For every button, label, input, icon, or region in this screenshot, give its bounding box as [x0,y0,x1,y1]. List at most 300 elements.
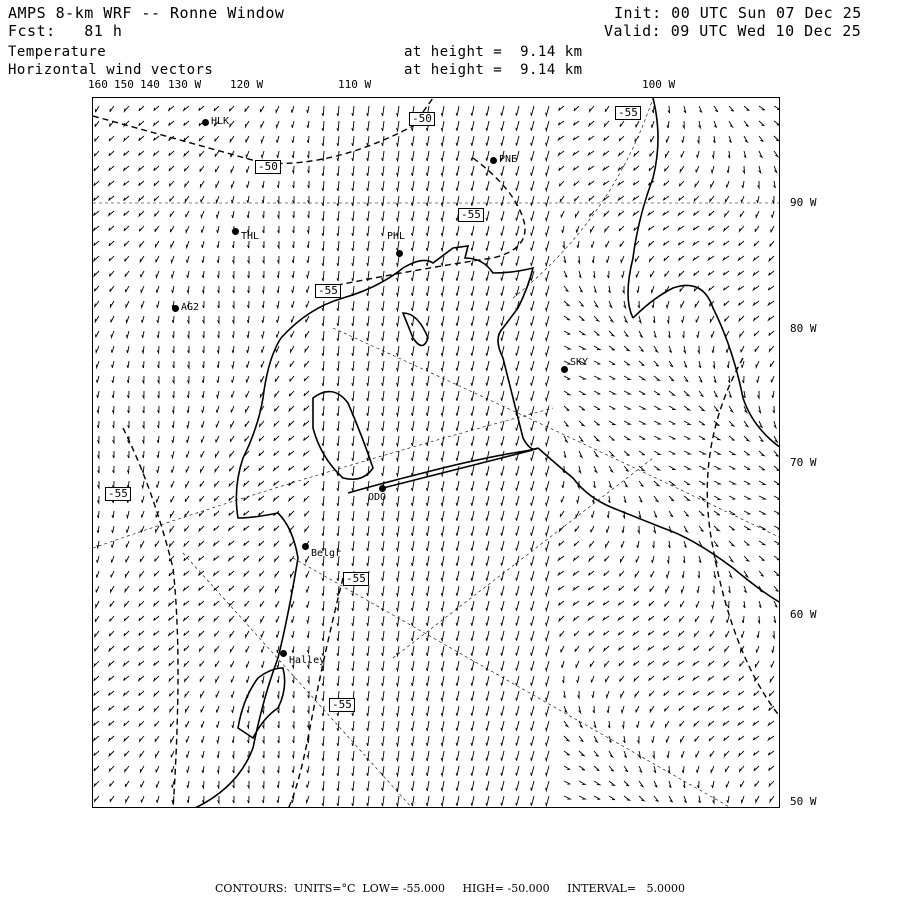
wind-vector [139,706,144,711]
wind-vector [397,691,400,701]
wind-vector [274,421,279,426]
wind-vector [669,391,675,395]
wind-vector [744,436,749,441]
wind-vector [561,646,564,652]
wind-vector [606,526,609,533]
contour-label-minus50-west: -50 [255,160,281,174]
wind-vector [186,241,189,248]
wind-vector [501,601,504,611]
wind-vector [575,646,579,652]
wind-vector [609,346,615,350]
wind-vector [322,496,324,506]
wind-vector [727,616,730,623]
wind-vector [441,556,444,566]
wind-vector [699,106,702,112]
wind-vector [738,256,744,260]
wind-vector-field [94,106,780,806]
wind-vector [184,571,189,576]
wind-vector [486,631,489,641]
wind-vector [456,766,459,776]
wind-vector [564,451,566,458]
wind-vector [124,706,129,711]
wind-vector [291,316,294,323]
wind-vector [337,751,339,761]
wind-vector [742,181,744,188]
wind-vector [397,466,400,476]
wind-vector [155,241,159,247]
wind-vector [97,436,99,443]
wind-vector [638,736,640,743]
wind-vector [188,331,190,338]
wind-vector [352,121,354,131]
wind-vector [230,121,234,127]
wind-vector [501,721,504,731]
wind-vector [411,616,414,626]
wind-vector [639,511,641,518]
wind-vector [501,406,504,416]
wind-vector [441,166,444,176]
wind-vector [663,646,669,650]
wind-vector [471,706,474,716]
wind-vector [322,706,324,716]
wind-vector [109,196,114,201]
wind-vector [486,211,489,221]
wind-vector [367,256,369,266]
wind-vector [352,211,354,221]
wind-vector [172,781,174,788]
wind-vector [441,301,444,311]
wind-vector [531,496,534,506]
wind-vector [698,346,700,353]
wind-vector [125,571,129,577]
wind-vector [215,451,219,457]
wind-vector [229,556,234,561]
wind-vector [352,271,354,281]
wind-vector [471,601,474,611]
wind-vector [531,781,534,791]
wind-vector [605,661,609,666]
wind-vector [694,196,699,201]
wind-vector [618,181,624,185]
wind-vector [725,766,729,772]
wind-vector [94,676,99,681]
wind-vector [531,661,534,671]
wind-vector [382,166,384,176]
wind-vector [187,781,189,788]
wind-vector [501,631,504,641]
wind-vector [352,676,354,686]
wind-vector [172,406,174,413]
wind-vector [201,706,204,712]
wind-vector [744,586,747,593]
wind-vector [546,766,549,776]
wind-vector [486,541,489,551]
wind-vector [591,676,594,683]
wind-vector [516,466,519,476]
wind-vector [217,226,219,233]
plot-title: AMPS 8-km WRF -- Ronne Window [8,4,285,22]
wind-vector [397,721,400,731]
wind-vector [97,511,99,518]
wind-vector [564,316,570,320]
wind-vector [397,541,400,551]
wind-vector [708,676,714,680]
wind-vector [94,691,99,696]
wind-vector [753,706,759,710]
wind-vector [158,361,160,368]
wind-vector [471,721,474,731]
wind-vector [654,451,660,454]
wind-vector [426,796,429,806]
wind-vector [169,151,174,156]
wind-vector [589,196,594,201]
wind-vector [681,751,684,758]
wind-vector [651,121,654,128]
wind-vector [531,196,534,206]
wind-vector [663,661,669,665]
wind-vector [109,181,114,186]
wind-vector [471,241,474,251]
wind-vector [651,136,654,142]
wind-vector [307,136,309,143]
wind-vector [277,766,279,773]
wind-vector [292,256,294,263]
wind-vector [184,631,189,636]
wind-vector [516,781,519,791]
wind-vector [594,751,599,756]
wind-vector [289,421,294,426]
wind-vector [337,121,339,131]
wind-vector [109,256,114,261]
wind-vector [304,451,309,456]
wind-vector [693,226,699,230]
wind-vector [441,226,444,236]
wind-vector [639,496,642,502]
wind-vector [247,196,249,203]
lon-label-150: 150 [114,78,134,91]
wind-vector [307,226,309,233]
wind-vector [669,451,675,454]
wind-vector [622,526,624,533]
wind-vector [217,391,219,398]
wind-vector [654,496,658,502]
wind-vector [233,766,235,773]
wind-vector [352,586,354,596]
wind-vector [382,196,384,206]
wind-vector [352,556,354,566]
wind-vector [202,241,204,248]
wind-vector [559,181,564,186]
wind-vector [397,301,400,311]
wind-vector [95,616,99,622]
wind-vector [184,541,189,546]
wind-vector [684,526,688,532]
wind-vector [594,391,600,394]
wind-vector [441,136,444,146]
wind-vector [665,271,669,277]
wind-vector [683,121,685,128]
wind-vector [292,121,294,128]
wind-vector [471,106,474,116]
wind-vector [411,466,414,476]
wind-vector [683,556,685,563]
wind-vector [215,136,219,142]
wind-vector [684,541,686,548]
wind-vector [184,601,189,606]
wind-vector [367,361,369,371]
wind-vector [531,436,534,446]
wind-vector [693,256,699,260]
wind-vector [759,496,765,499]
wind-vector [337,421,339,431]
wind-vector [110,616,114,622]
wind-vector [247,316,249,323]
wind-vector [382,361,384,371]
wind-vector [352,226,354,236]
wind-vector [648,631,654,635]
wind-vector [516,316,519,326]
wind-vector [337,361,339,371]
wind-vector [456,376,459,386]
wind-vector [456,271,459,281]
wind-vector [650,151,654,157]
wind-vector [140,241,144,247]
wind-vector [710,316,714,322]
wind-vector [141,541,144,547]
wind-vector [173,346,175,353]
wind-vector [516,256,519,266]
wind-vector [200,166,204,172]
wind-vector [337,241,339,251]
wind-vector [233,286,234,293]
wind-vector [724,301,729,306]
wind-vector [456,661,459,671]
wind-vector [651,271,655,277]
wind-vector [742,376,744,383]
wind-vector [621,691,624,697]
wind-vector [96,571,99,578]
wind-vector [109,766,114,771]
wind-vector [382,586,384,596]
wind-vector [139,691,144,696]
wind-vector [754,256,759,261]
wind-vector [699,406,704,411]
wind-vector [142,466,144,473]
wind-vector [638,526,640,533]
wind-vector [649,601,654,606]
wind-vector [426,361,429,371]
graticule-line [183,553,413,808]
wind-vector [200,181,204,187]
wind-vector [516,646,519,656]
contour-label-minus50-north: -50 [409,112,435,126]
wind-vector [322,211,324,221]
wind-vector [397,181,400,191]
lat-label-50w: 50 W [790,795,817,808]
wind-vector [411,721,414,731]
wind-vector [217,241,219,248]
wind-vector [654,436,660,439]
wind-vector [367,166,369,176]
wind-vector [140,556,144,562]
wind-vector [698,796,700,803]
wind-vector [218,301,219,308]
wind-vector [139,211,144,216]
wind-vector [214,541,219,546]
wind-vector [274,466,279,471]
wind-vector [247,676,250,683]
wind-vector [426,151,429,161]
wind-vector [322,226,324,236]
wind-vector [607,271,609,278]
wind-vector [322,241,324,251]
wind-vector [563,691,565,698]
wind-vector [382,211,384,221]
wind-vector [139,631,144,636]
wind-vector [754,241,759,246]
wind-vector [232,721,234,728]
wind-vector [546,391,549,401]
wind-vector [247,721,249,728]
wind-vector [441,511,444,521]
wind-vector [669,361,673,367]
wind-vector [382,466,384,476]
wind-vector [124,151,129,156]
wind-vector [654,331,656,338]
wind-vector [411,706,414,716]
wind-vector [579,736,583,742]
wind-vector [216,421,219,428]
wind-vector [713,586,715,593]
wind-vector [397,661,400,671]
wind-vector [729,436,735,440]
wind-vector [127,391,129,398]
height-wind: at height = 9.14 km [404,62,583,78]
wind-vector [634,601,639,606]
wind-vector [397,781,400,791]
wind-vector [274,541,279,546]
wind-vector [680,166,684,172]
wind-vector [426,706,429,716]
wind-vector [337,211,339,221]
wind-vector [649,616,654,621]
wind-vector [216,211,219,218]
wind-vector [693,676,699,680]
wind-vector [352,631,354,641]
wind-vector [352,181,354,191]
wind-vector [441,181,444,191]
wind-vector [624,481,628,487]
wind-vector [306,796,309,803]
wind-vector [97,406,99,413]
graticule-line [513,98,653,298]
wind-vector [714,511,720,515]
wind-vector [759,121,764,126]
wind-vector [592,511,595,518]
wind-vector [322,796,324,806]
wind-vector [516,661,519,671]
wind-vector [262,196,264,203]
wind-vector [352,481,354,491]
wind-vector [768,301,774,305]
wind-vector [772,391,774,398]
wind-vector [173,361,174,368]
wind-vector [546,151,549,161]
wind-vector [367,511,369,521]
wind-vector [638,301,640,308]
wind-vector [486,316,489,326]
wind-vector [531,511,534,521]
wind-vector [516,586,519,596]
wind-vector [729,466,735,469]
wind-vector [261,346,264,353]
wind-vector [231,421,234,427]
wind-vector [754,766,759,771]
wind-vector [247,346,249,353]
wind-vector [125,751,130,756]
wind-vector [456,181,459,191]
wind-vector [624,406,630,409]
wind-vector [516,376,519,386]
wind-vector [590,211,594,217]
wind-vector [501,541,504,551]
wind-vector [486,646,489,656]
wind-vector [744,571,748,577]
wind-vector [712,346,714,353]
wind-vector [441,751,444,761]
wind-vector [546,166,549,176]
station-label: Belgr [311,548,342,559]
wind-vector [411,136,414,146]
wind-vector [604,196,609,200]
wind-vector [261,361,264,368]
wind-vector [755,661,759,667]
wind-vector [171,226,175,232]
wind-vector [579,346,585,349]
wind-vector [456,796,459,806]
wind-vector [337,766,339,776]
wind-vector [516,541,519,551]
wind-vector [579,391,585,394]
wind-vector [574,106,579,111]
wind-vector [456,586,459,596]
wind-vector [304,481,309,486]
wind-vector [232,706,234,713]
wind-vector [382,286,384,296]
wind-vector [739,691,745,695]
wind-vector [516,331,519,341]
wind-vector [709,721,714,726]
wind-vector [261,121,264,127]
wind-vector [229,571,234,576]
wind-vector [96,346,99,352]
wind-vector [664,616,669,621]
wind-vector [426,586,429,596]
wind-vector [426,136,429,146]
wind-vector [546,691,549,701]
wind-vector [171,736,174,742]
wind-vector [695,736,699,742]
wind-vector [609,796,615,800]
wind-vector [633,616,639,620]
wind-vector [277,691,279,698]
wind-vector [112,361,114,368]
wind-vector [143,406,144,413]
wind-vector [709,646,714,651]
wind-vector [124,181,129,186]
wind-vector [684,466,690,469]
wind-vector [217,346,219,353]
